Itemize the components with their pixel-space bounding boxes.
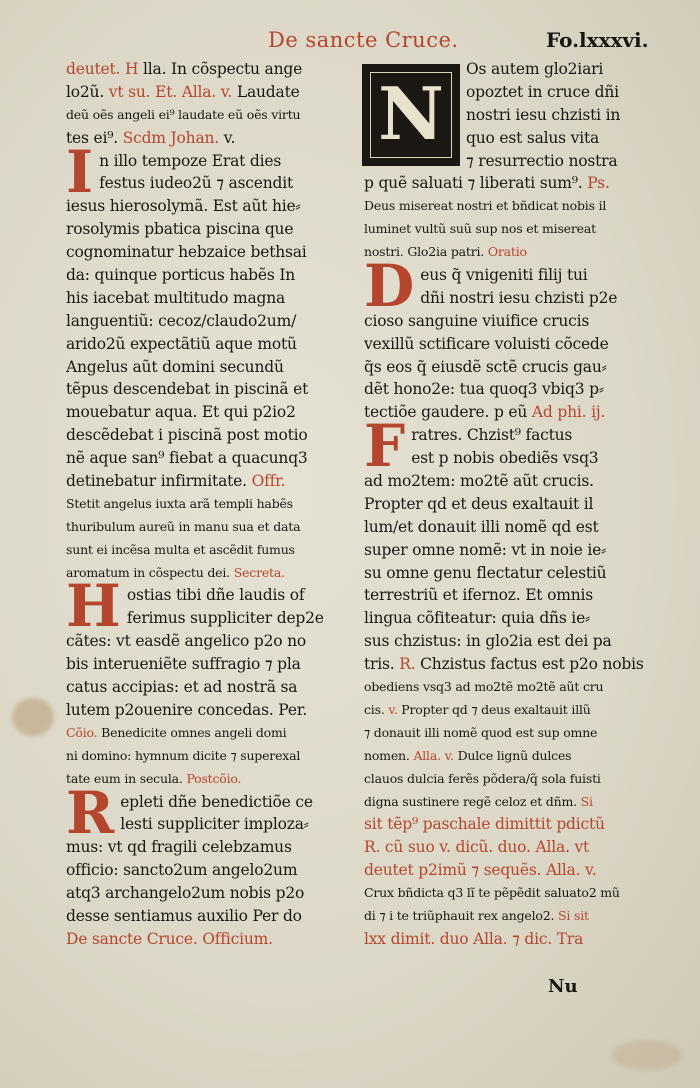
line-text: eus q̃ vnigeniti filij tui — [420, 266, 588, 285]
text-line — [466, 58, 646, 81]
line-text: festus iudeo2ũ ⁊ ascendit — [99, 174, 294, 193]
text-line — [364, 882, 646, 905]
text-line — [66, 127, 348, 150]
line-text: sus chzistus: in glo2ia est dei pa — [364, 632, 612, 651]
text-line — [66, 195, 348, 218]
line-text: catus accipias: et ad nostrã sa — [66, 678, 298, 697]
rubric-initial: D — [364, 252, 415, 321]
folio-number: Fo.lxxxvi. — [546, 28, 649, 52]
ornate-letter: N — [378, 71, 444, 156]
line-text: n illo tempoze Erat dies — [99, 151, 282, 170]
rubric-text: R. cũ suo v. dicũ. duo. Alla. vt — [364, 838, 590, 857]
text-line — [364, 745, 646, 768]
rubric-text: lxx dimit. duo Alla. ⁊ dic. Tra — [364, 929, 584, 948]
rubric-text: De sancte Cruce. Officium. — [66, 929, 273, 948]
line-text: Stetit angelus iuxta arã templi habẽs — [66, 495, 293, 511]
line-text: dẽt hono2e: tua quoq3 vbiq3 p⸗ — [364, 380, 604, 399]
rubric-lead: deutet. H — [66, 60, 139, 78]
left-column — [66, 58, 348, 951]
text-line — [66, 81, 348, 104]
text-line — [364, 607, 646, 630]
text-line — [66, 447, 348, 470]
line-text: mouebatur aqua. Et qui p2io2 — [66, 403, 296, 422]
line-text: dñi nostri iesu chzisti p2e — [420, 288, 618, 307]
catchword: Nu — [548, 976, 578, 997]
line-text: lo2ũ. — [66, 82, 109, 101]
paper-stain — [12, 698, 54, 736]
rubric-text: R. — [399, 655, 416, 674]
ornate-initial — [362, 64, 460, 166]
text-line — [364, 378, 646, 401]
line-text: lutem p2ouenire concedas. Per. — [66, 700, 308, 719]
line-text: Propter qd et deus exaltauit il — [364, 494, 594, 513]
text-line — [411, 447, 646, 470]
line-text: quo est salus vita — [466, 128, 600, 147]
line-text: lla. — [138, 60, 172, 78]
line-text: nostri iesu chzisti in — [466, 105, 621, 124]
rubric-text: Secreta. — [233, 564, 285, 580]
text-line — [120, 813, 348, 836]
rubric-text: Postcõio. — [186, 770, 242, 786]
line-text: digna sustinere regẽ celoz et dñm. — [364, 793, 581, 809]
line-text: tectiõe gaudere. p eũ — [364, 403, 532, 422]
line-text: nostri. Glo2ia patri. — [364, 244, 488, 260]
text-line — [411, 424, 646, 447]
text-line — [364, 310, 646, 333]
line-text: sunt ei incẽsa multa et ascẽdit fumus — [66, 541, 295, 557]
text-line — [466, 127, 646, 150]
line-text: ostias tibi dñe laudis of — [126, 586, 305, 605]
text-line — [66, 722, 348, 745]
line-text: lingua cõfiteatur: quia dñs ie⸗ — [364, 609, 590, 628]
rubric-initial: H — [66, 572, 121, 641]
text-line — [66, 859, 348, 882]
line-text: luminet vultũ suũ sup nos et misereat — [364, 221, 596, 237]
text-line — [66, 836, 348, 859]
rubric-text: Si sit — [558, 907, 589, 923]
text-line — [364, 676, 646, 699]
text-line — [466, 150, 646, 173]
line-text-tail: v. — [219, 128, 236, 147]
text-line — [66, 630, 348, 653]
line-text: vexillũ sctificare voluisti cõcede — [364, 334, 609, 353]
text-line — [364, 768, 646, 791]
line-text: his iacebat multitudo magna — [66, 288, 286, 307]
text-line — [364, 859, 646, 882]
text-line — [66, 470, 348, 493]
line-text: tes ei⁹. — [66, 128, 123, 147]
rubric-initial: I — [66, 137, 94, 206]
line-text: Deus misereat nostri et bñdicat nobis il — [364, 198, 607, 214]
line-text-tail: Dulce lignũ dulces — [453, 747, 572, 763]
line-text: cis. — [364, 701, 389, 717]
text-line — [364, 905, 646, 928]
text-line — [420, 264, 646, 287]
text-line — [66, 768, 348, 791]
line-text: di ⁊ i te triũphauit rex angelo2. — [364, 907, 559, 923]
rubric-text: Si — [580, 793, 593, 809]
line-text: cognominatur hebzaice bethsai — [66, 243, 307, 262]
line-text: tate eum in secula. — [66, 770, 187, 786]
text-line — [66, 905, 348, 928]
rubric-text: Ad phi. ij. — [531, 403, 606, 422]
text-line — [66, 356, 348, 379]
line-text: q̃s eos q̃ eiusdẽ sctẽ crucis gau⸗ — [364, 357, 607, 376]
line-text-tail: Chzistus factus est p2o nobis — [415, 655, 644, 674]
paper-stain — [612, 1040, 682, 1070]
rubric-initial: R — [66, 778, 115, 847]
page-header — [0, 26, 700, 54]
text-line — [99, 172, 348, 195]
line-text: nẽ aque san⁹ fiebat a quacunq3 — [66, 449, 308, 468]
line-text: p quẽ saluati ⁊ liberati sum⁹. — [364, 174, 588, 193]
text-line — [66, 310, 348, 333]
line-text: obediens vsq3 ad mo2tẽ mo2tẽ aũt cru — [364, 679, 604, 695]
text-line — [364, 539, 646, 562]
line-text: descẽdebat i piscinã post motio — [66, 426, 308, 445]
line-text: da: quinque porticus habẽs In — [66, 266, 296, 285]
text-line — [66, 424, 348, 447]
text-line — [127, 607, 348, 630]
text-line — [364, 653, 646, 676]
line-text-tail: Propter qd ⁊ deus exaltauit illũ — [397, 701, 591, 717]
line-text: ferimus suppliciter dep2e — [126, 609, 324, 628]
line-text: arido2ũ expectãtiũ aque motũ — [66, 334, 297, 353]
text-line — [364, 562, 646, 585]
line-text: ⁊ donauit illi nomẽ quod est sup omne — [364, 724, 598, 740]
line-text: officio: sancto2um angelo2um — [66, 861, 298, 880]
text-line — [364, 241, 646, 264]
line-text: deũ oẽs angeli ei⁹ laudate eũ oẽs virtu — [66, 106, 301, 122]
text-line — [66, 539, 348, 562]
rubric-text: v. — [388, 701, 398, 717]
text-line — [364, 493, 646, 516]
line-text: clauos dulcia ferẽs põdera/q̃ sola fuisti — [364, 770, 601, 786]
text-line — [66, 676, 348, 699]
text-line — [66, 58, 348, 81]
text-line — [420, 287, 646, 310]
rubric-text: Offr. — [251, 472, 286, 491]
text-line — [364, 333, 646, 356]
line-text: ⁊ resurrectio nostra — [466, 151, 618, 170]
line-text: languentiũ: cecoz/claudo2um/ — [66, 311, 297, 330]
line-text: nomen. — [364, 747, 414, 763]
line-text: epleti dñe benedictiõe ce — [120, 792, 313, 811]
line-text: bis interueniẽte suffragio ⁊ pla — [66, 655, 301, 674]
line-text: tris. — [364, 655, 400, 674]
text-line — [127, 584, 348, 607]
line-text: opoztet in cruce dñi — [466, 82, 619, 101]
running-title: De sancte Cruce. — [268, 28, 459, 52]
text-line — [364, 195, 646, 218]
line-text: ad mo2tem: mo2tẽ aũt crucis. — [364, 472, 594, 491]
line-text: Os autem glo2iari — [466, 60, 604, 78]
text-line — [66, 241, 348, 264]
rubric-text: sit tẽp⁹ paschale dimittit pdictũ — [364, 815, 605, 834]
line-text: aromatum in cõspectu dei. — [66, 564, 234, 580]
text-line — [66, 516, 348, 539]
rubric-text: vt su. Et. Alla. v. — [108, 82, 233, 101]
line-text: detinebatur infirmitate. — [66, 472, 252, 491]
line-text: ni domino: hymnum dicite ⁊ superexal — [66, 747, 301, 763]
text-line — [364, 630, 646, 653]
text-line — [364, 699, 646, 722]
line-text: desse sentiamus auxilio Per do — [66, 906, 302, 925]
line-text: ratres. Chzist⁹ factus — [411, 426, 573, 445]
line-text: thuribulum aureũ in manu sua et data — [66, 518, 301, 534]
text-line — [66, 287, 348, 310]
line-text: su omne genu flectatur celestiũ — [364, 563, 607, 582]
text-line — [364, 516, 646, 539]
text-line — [66, 882, 348, 905]
line-text: iesus hierosolymã. Est aũt hie⸗ — [66, 197, 301, 216]
text-line — [364, 218, 646, 241]
text-line — [66, 104, 348, 127]
line-text: lum/et donauit illi nomẽ qd est — [364, 517, 599, 536]
line-text: lesti suppliciter imploza⸗ — [120, 815, 309, 834]
text-line — [66, 493, 348, 516]
line-text: super omne nomẽ: vt in noie ie⸗ — [364, 540, 607, 559]
rubric-text: Ps. — [587, 174, 610, 193]
text-line — [66, 653, 348, 676]
text-line — [364, 356, 646, 379]
line-text: Angelus aũt domini secundũ — [66, 357, 284, 376]
text-line — [66, 264, 348, 287]
text-line — [66, 333, 348, 356]
text-line — [120, 791, 348, 814]
text-line — [466, 81, 646, 104]
text-line — [364, 584, 646, 607]
rubric-text: Alla. v. — [413, 747, 454, 763]
text-line — [66, 745, 348, 768]
line-text: terrestriũ et ifernoz. Et omnis — [364, 586, 593, 605]
rubric-initial: F — [364, 412, 406, 481]
text-line — [364, 172, 646, 195]
line-text: tẽpus descendebat in piscinã et — [66, 380, 309, 399]
text-line — [66, 218, 348, 241]
line-text: est p nobis obediẽs vsq3 — [411, 449, 599, 468]
line-text-tail: In cõspectu ange — [171, 60, 303, 78]
line-text: atq3 archangelo2um nobis p2o — [66, 884, 305, 903]
text-line — [364, 470, 646, 493]
line-text: rosolymis pbatica piscina que — [66, 220, 294, 239]
text-line — [66, 562, 348, 585]
text-line — [66, 378, 348, 401]
line-text: Crux bñdicta q3 lĩ te pẽpẽdit saluato2 mũ — [364, 885, 620, 901]
text-line — [364, 836, 646, 859]
line-text: mus: vt qd fragili celebzamus — [66, 838, 292, 857]
text-line — [466, 104, 646, 127]
right-column — [364, 58, 646, 951]
text-line — [364, 813, 646, 836]
line-text-tail: Laudate — [232, 82, 300, 101]
line-text: Benedicite omnes angeli domi — [97, 724, 287, 740]
text-line — [364, 791, 646, 814]
text-line — [66, 401, 348, 424]
line-text: cãtes: vt easdẽ angelico p2o no — [66, 632, 307, 651]
rubric-lead: Cõio. — [66, 724, 98, 740]
text-line — [364, 928, 646, 951]
text-line — [364, 722, 646, 745]
text-line — [99, 150, 348, 173]
text-line — [66, 928, 348, 951]
text-line — [364, 401, 646, 424]
rubric-text: Oratio — [487, 244, 527, 260]
rubric-text: Scdm Johan. — [122, 128, 220, 147]
text-line — [66, 699, 348, 722]
line-text: cioso sanguine viuifice crucis — [364, 311, 590, 330]
rubric-text: deutet p2imũ ⁊ sequẽs. Alla. v. — [364, 861, 597, 880]
